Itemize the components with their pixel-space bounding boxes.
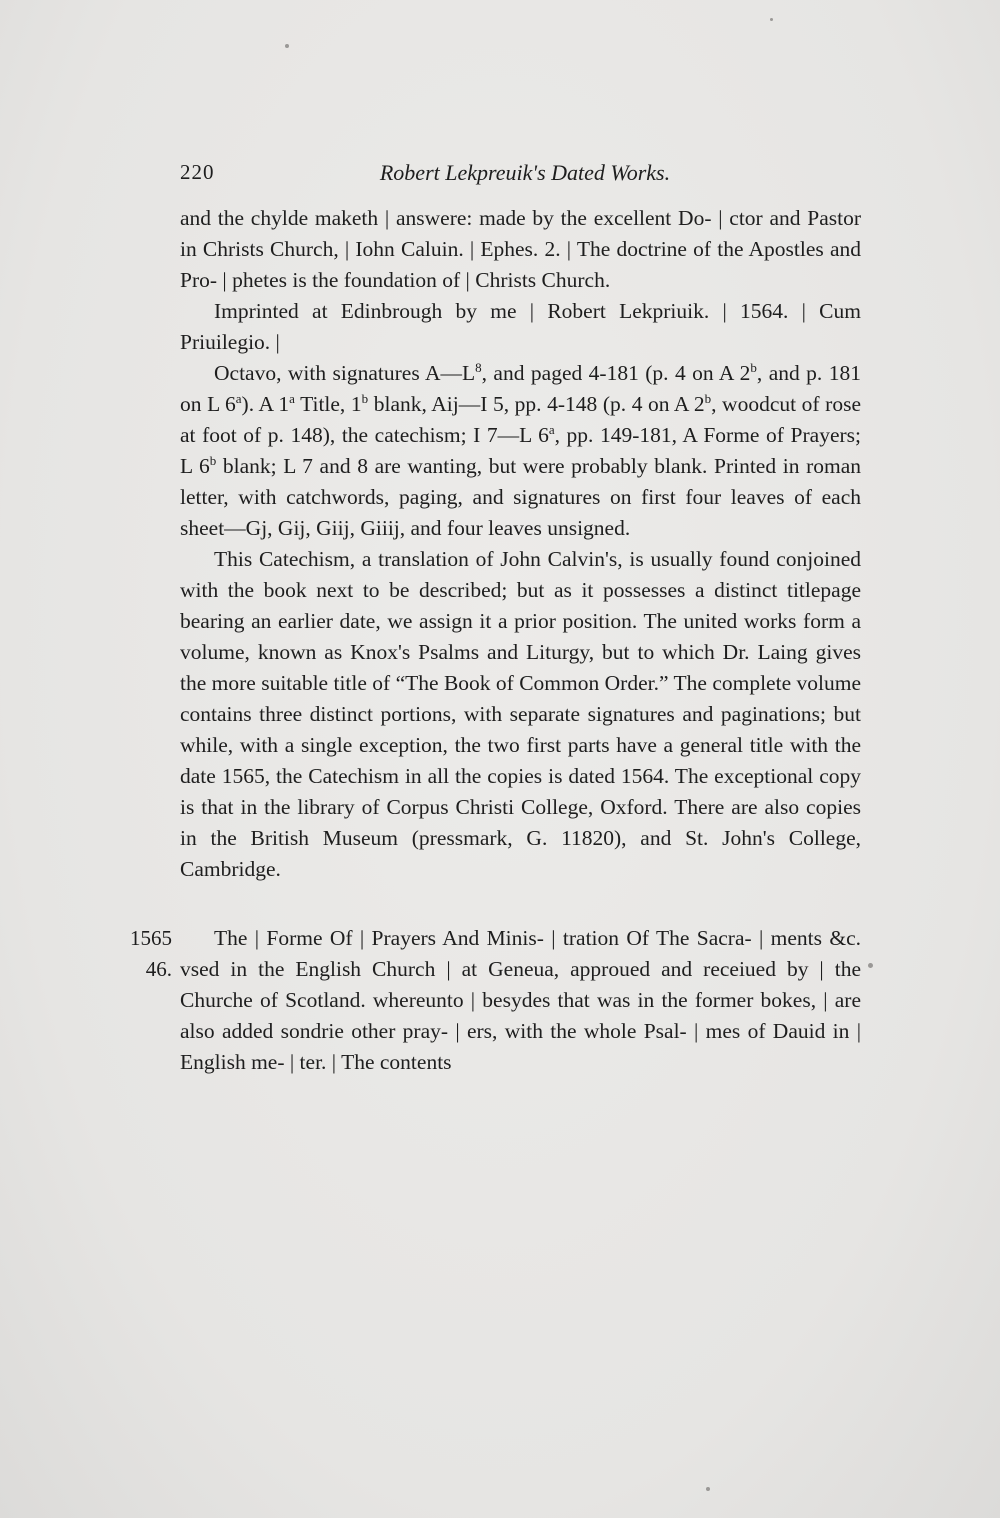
- paragraph-title-continuation: and the chylde maketh | answere: made by the excellent Do- | ctor and Pastor in Christs Church, | Iohn Caluin. | Ephes. 2. | The doctrine of the Apostles and Pro- | phetes is the foundation of | Christs Church.: [180, 206, 861, 292]
- paper-speck: [770, 18, 773, 21]
- page-number: 220: [180, 160, 215, 184]
- paragraph-commentary: This Catechism, a translation of John Calvin's, is usually found conjoined with the book next to be described; but as it possesses a distinct titlepage bearing an earlier date, we assign it a prior position. The united works form a volume, known as Knox's Psalms and Liturgy, but to which Dr. Laing gives the more suitable title of “The Book of Common Order.” The complete volume contains three distinct portions, with separate signatures and paginations; but while, with a single exception, the two first parts have a general title with the date 1565, the Catechism in all the copies is dated 1564. The exceptional copy is that in the library of Corpus Christi College, Oxford. There are also copies in the British Museum (pressmark, G. 11820), and St. John's College, Cambridge.: [180, 547, 861, 881]
- entry-title-text: The | Forme Of | Prayers And Minis- | tration Of The Sacra- | ments &c. vsed in the English Church | at Geneua, approued and receiued by | the Churche of Scotland. whereunto | besydes that was in the former bokes, | are also added sondrie other pray- | ers, with the whole Psal- | mes of Dauid in | English me- | ter. | The contents: [180, 926, 861, 1074]
- margin-year: 1565: [130, 926, 172, 950]
- main-text: [130, 203, 861, 1078]
- paragraph-collation: Octavo, with signatures $A—L^8$, and paged 4-181 (p. 4 on A 2$^b$, and p. 181 on L 6$^a$). A 1$^a$ Title, 1$^b$ blank, Aij—I 5, pp. 4-148 (p. 4 on A 2$^b$, woodcut of rose at foot of p. 148), the catechism; I 7—L 6$^a$, pp. 149-181, A Forme of Prayers; L 6$^b$ blank; L 7 and 8 are wanting, but were probably blank. Printed in roman letter, with catchwords, paging, and signatures on first four leaves of each sheet—Gj, Gij, Giij, Giiij, and four leaves unsigned.: [180, 359, 861, 540]
- paper-speck: [706, 1487, 710, 1491]
- margin-note: [120, 923, 172, 985]
- running-head: [180, 160, 860, 190]
- entry-spacer: [180, 885, 861, 923]
- bibliography-entry: [130, 923, 861, 1078]
- paper-speck: [868, 963, 873, 968]
- margin-number: 46.: [145, 957, 172, 981]
- running-title: Robert Lekpreuik's Dated Works.: [379, 160, 671, 185]
- paper-speck: [285, 44, 289, 48]
- paragraph-imprint: Imprinted at Edinbrough by me | Robert Lekpriuik. | 1564. | Cum Priuilegio. |: [180, 299, 861, 354]
